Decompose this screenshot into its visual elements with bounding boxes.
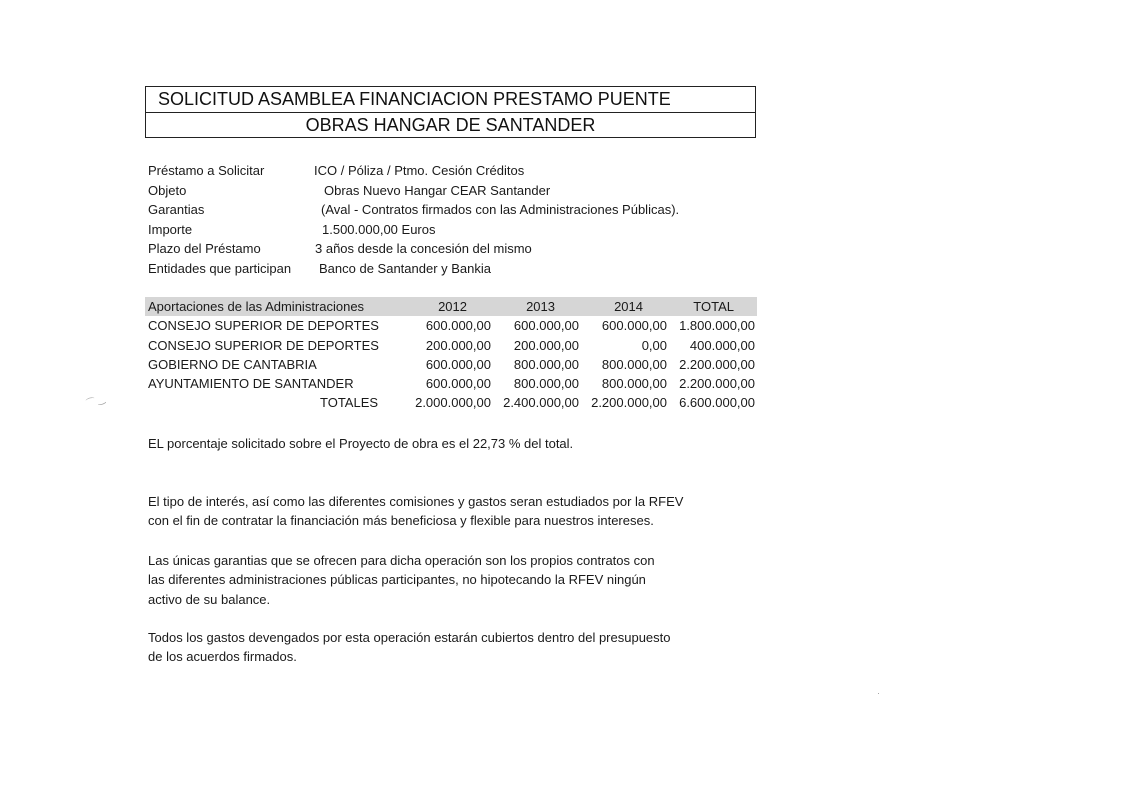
document-subtitle: OBRAS HANGAR DE SANTANDER (305, 115, 596, 135)
table-cell: 1.800.000,00 (679, 318, 755, 334)
paragraph-line: Las únicas garantias que se ofrecen para dicha operación son los propios contratos con (148, 553, 655, 568)
table-cell: 2.200.000,00 (679, 376, 755, 392)
paragraph-line: EL porcentaje solicitado sobre el Proyecto de obra es el 22,73 % del total. (148, 436, 574, 451)
table-cell: 200.000,00 (425, 337, 491, 353)
table-header-row (145, 297, 757, 316)
table-cell: 600.000,00 (425, 318, 491, 334)
paragraph-line: activo de su balance. (148, 591, 271, 607)
column-header: 2012 (438, 299, 467, 314)
document-title-box (145, 86, 756, 138)
table-cell: 600.000,00 (601, 318, 667, 334)
contributions-table (145, 297, 757, 413)
table-cell: 400.000,00 (689, 337, 755, 353)
total-cell: 6.600.000,00 (679, 395, 755, 411)
table-cell: 600.000,00 (513, 318, 579, 334)
table-cell: GOBIERNO DE CANTABRIA (148, 356, 317, 372)
column-header: Aportaciones de las Administraciones (148, 299, 365, 314)
paragraph-line: las diferentes administraciones públicas participantes, no hipotecando la RFEV ningún (148, 572, 646, 588)
scan-mark: · (877, 688, 880, 698)
table-totals-row (145, 393, 757, 412)
total-cell: 2.000.000,00 (415, 395, 491, 411)
field-value: (Aval - Contratos firmados con las Administraciones Públicas). (321, 202, 680, 218)
table-cell: 600.000,00 (425, 356, 491, 372)
table-cell: 2.200.000,00 (679, 356, 755, 372)
field-label: Plazo del Préstamo (148, 241, 261, 257)
table-cell: CONSEJO SUPERIOR DE DEPORTES (148, 318, 379, 334)
expenses-paragraph (148, 628, 671, 667)
column-header: TOTAL (693, 299, 734, 314)
field-value: 3 años desde la concesión del mismo (315, 241, 532, 257)
field-value: Banco de Santander y Bankia (319, 260, 492, 276)
table-row (145, 336, 757, 355)
field-label: Préstamo a Solicitar (148, 163, 265, 178)
table-cell: CONSEJO SUPERIOR DE DEPORTES (148, 337, 379, 353)
table-row (145, 316, 757, 335)
field-label: Garantias (148, 202, 205, 218)
table-cell: 0,00 (641, 337, 667, 353)
field-value: ICO / Póliza / Ptmo. Cesión Créditos (314, 163, 525, 178)
table-cell: 800.000,00 (601, 356, 667, 372)
paragraph-line: con el fin de contratar la financiación más beneficiosa y flexible para nuestros intereses. (148, 513, 654, 529)
column-header: 2014 (614, 299, 643, 314)
field-label: Entidades que participan (148, 260, 292, 276)
column-header: 2013 (526, 299, 555, 314)
table-cell: 200.000,00 (513, 337, 579, 353)
table-cell: AYUNTAMIENTO DE SANTANDER (148, 376, 354, 392)
field-value: Obras Nuevo Hangar CEAR Santander (324, 182, 551, 198)
paragraph-line: El tipo de interés, así como las diferentes comisiones y gastos seran estudiados por la RFEV (148, 494, 684, 509)
paragraph-line: Todos los gastos devengados por esta operación estarán cubiertos dentro del presupuesto (148, 630, 671, 645)
field-label: Importe (148, 221, 193, 237)
field-value: 1.500.000,00 Euros (322, 221, 436, 237)
table-row (145, 374, 757, 393)
paragraph-line: de los acuerdos firmados. (148, 649, 297, 665)
total-cell: 2.400.000,00 (503, 395, 579, 411)
percentage-paragraph (148, 434, 573, 453)
table-cell: 800.000,00 (513, 376, 579, 392)
table-cell: 800.000,00 (513, 356, 579, 372)
interest-paragraph (148, 492, 683, 531)
scan-mark: ⌒ ‿ (85, 393, 106, 409)
table-row (145, 355, 757, 374)
table-cell: 600.000,00 (425, 376, 491, 392)
table-cell: 800.000,00 (601, 376, 667, 392)
field-label: Objeto (148, 182, 187, 198)
document-title: SOLICITUD ASAMBLEA FINANCIACION PRESTAMO PUENTE (146, 87, 755, 113)
guarantees-paragraph (148, 551, 655, 609)
total-cell: 2.200.000,00 (591, 395, 667, 411)
totals-label: TOTALES (320, 395, 379, 411)
